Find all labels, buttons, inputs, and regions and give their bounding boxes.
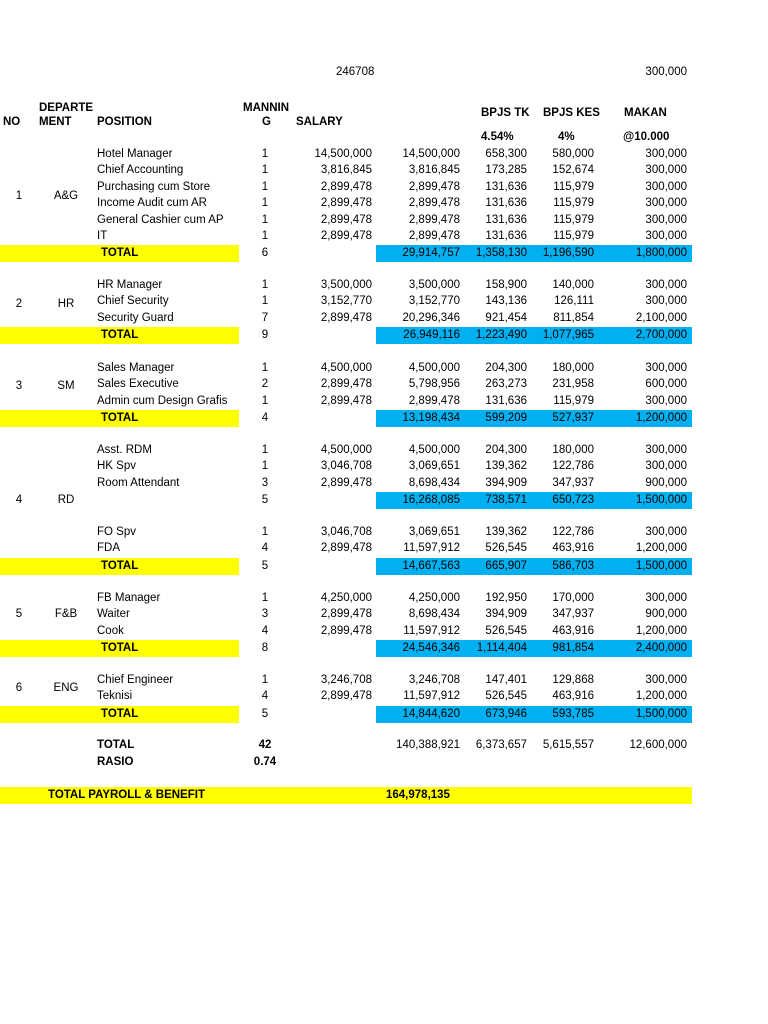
bpjs-kes-cell: 122,786 xyxy=(552,526,594,538)
bpjs-kes-cell: 463,916 xyxy=(552,542,594,555)
top-makan-value: 300,000 xyxy=(645,66,687,78)
amount-cell: 8,698,434 xyxy=(408,476,460,489)
makan-cell: 900,000 xyxy=(645,608,687,621)
total-bpjs-kes: 593,785 xyxy=(552,707,594,720)
makan-cell: 300,000 xyxy=(645,394,687,407)
bpjs-tk-cell: 158,900 xyxy=(485,279,527,291)
position-cell: FO Spv xyxy=(97,526,136,538)
salary-cell: 2,899,478 xyxy=(320,476,372,489)
manning-cell: 1 xyxy=(261,230,269,242)
position-cell: General Cashier cum AP xyxy=(97,213,224,226)
manning-cell: 3 xyxy=(261,476,269,489)
makan-cell: 300,000 xyxy=(645,674,687,686)
position-cell: Room Attendant xyxy=(97,476,180,489)
total-manning: 5 xyxy=(261,559,269,572)
total-amount: 14,667,563 xyxy=(402,559,460,572)
salary-cell: 2,899,478 xyxy=(320,213,372,226)
amount-cell: 11,597,912 xyxy=(403,624,460,637)
total-bpjs-kes: 650,723 xyxy=(552,494,594,507)
total-bpjs-tk: 1,358,130 xyxy=(475,247,527,260)
makan-cell: 300,000 xyxy=(645,230,687,242)
department-name: HR xyxy=(57,298,75,310)
position-cell: Cook xyxy=(97,624,124,637)
manning-cell: 1 xyxy=(261,164,269,177)
header-makan-rate: @10.000 xyxy=(623,131,670,143)
position-cell: IT xyxy=(97,230,108,242)
total-makan: 2,400,000 xyxy=(635,642,687,655)
salary-cell: 2,899,478 xyxy=(320,624,372,637)
total-label: TOTAL xyxy=(101,707,139,720)
manning-cell: 1 xyxy=(261,213,269,226)
manning-cell: 1 xyxy=(261,394,269,407)
salary-cell: 2,899,478 xyxy=(320,394,372,407)
bpjs-tk-cell: 131,636 xyxy=(485,230,527,242)
amount-cell: 11,597,912 xyxy=(403,690,460,703)
department-number: 6 xyxy=(15,682,23,694)
makan-cell: 300,000 xyxy=(645,592,687,604)
total-label: TOTAL xyxy=(101,412,139,425)
header-bpjs-tk: BPJS TK xyxy=(481,107,530,119)
bpjs-kes-cell: 347,937 xyxy=(552,476,594,489)
makan-cell: 300,000 xyxy=(645,164,687,177)
bpjs-kes-cell: 115,979 xyxy=(553,394,594,407)
position-cell: Teknisi xyxy=(97,690,133,703)
department-name: RD xyxy=(57,494,75,506)
bpjs-kes-cell: 180,000 xyxy=(552,362,594,374)
manning-cell: 1 xyxy=(261,362,269,374)
makan-cell: 1,200,000 xyxy=(635,624,687,637)
bpjs-kes-cell: 580,000 xyxy=(552,148,594,160)
position-cell: Sales Executive xyxy=(97,378,179,391)
salary-cell: 3,152,770 xyxy=(320,295,372,308)
bpjs-kes-cell: 463,916 xyxy=(552,690,594,703)
bpjs-tk-cell: 139,362 xyxy=(485,526,527,538)
manning-cell: 1 xyxy=(261,674,269,686)
amount-cell: 3,069,651 xyxy=(408,460,460,473)
total-manning: 5 xyxy=(261,494,269,507)
makan-cell: 300,000 xyxy=(645,213,687,226)
manning-cell: 4 xyxy=(261,624,269,637)
total-manning: 5 xyxy=(261,707,269,720)
amount-cell: 2,899,478 xyxy=(408,213,460,226)
bpjs-tk-cell: 192,950 xyxy=(485,592,527,604)
total-bpjs-kes: 981,854 xyxy=(552,642,594,655)
salary-cell: 4,250,000 xyxy=(320,592,372,604)
total-label: TOTAL xyxy=(101,642,139,655)
amount-cell: 3,069,651 xyxy=(408,526,460,538)
bpjs-kes-cell: 115,979 xyxy=(553,180,594,193)
bpjs-tk-cell: 526,545 xyxy=(485,542,527,555)
grand-total-makan: 12,600,000 xyxy=(629,739,687,751)
manning-cell: 1 xyxy=(261,180,269,193)
amount-cell: 3,152,770 xyxy=(408,295,460,308)
position-cell: HK Spv xyxy=(97,460,136,473)
salary-cell: 14,500,000 xyxy=(314,148,372,160)
grand-total-bpjs-kes: 5,615,557 xyxy=(542,739,594,751)
bpjs-tk-cell: 131,636 xyxy=(485,394,527,407)
bpjs-kes-cell: 126,111 xyxy=(554,295,594,308)
bpjs-kes-cell: 170,000 xyxy=(552,592,594,604)
grand-total-bpjs-tk: 6,373,657 xyxy=(475,739,527,751)
bpjs-tk-cell: 263,273 xyxy=(485,378,527,391)
manning-cell: 1 xyxy=(261,295,269,308)
department-number: 2 xyxy=(15,298,23,310)
bpjs-kes-cell: 122,786 xyxy=(552,460,594,473)
bpjs-tk-cell: 204,300 xyxy=(485,362,527,374)
total-bpjs-tk: 673,946 xyxy=(485,707,527,720)
makan-cell: 300,000 xyxy=(645,295,687,308)
bpjs-tk-cell: 526,545 xyxy=(485,624,527,637)
makan-cell: 600,000 xyxy=(645,378,687,391)
total-manning: 9 xyxy=(261,329,269,342)
manning-cell: 1 xyxy=(261,444,269,456)
header-bpjs-kes-rate: 4% xyxy=(558,131,575,143)
header-bpjs-tk-rate: 4.54% xyxy=(481,131,514,143)
header-manning-1: MANNIN xyxy=(243,102,289,114)
manning-cell: 1 xyxy=(261,279,269,291)
amount-cell: 20,296,346 xyxy=(402,311,460,324)
manning-cell: 4 xyxy=(261,542,269,555)
rasio-label: RASIO xyxy=(97,756,134,768)
total-bpjs-kes: 1,077,965 xyxy=(542,329,594,342)
total-makan: 1,500,000 xyxy=(635,494,687,507)
bpjs-kes-cell: 180,000 xyxy=(552,444,594,456)
total-amount: 26,949,116 xyxy=(403,329,460,342)
makan-cell: 900,000 xyxy=(645,476,687,489)
total-bpjs-kes: 586,703 xyxy=(552,559,594,572)
total-manning: 6 xyxy=(261,247,269,260)
position-cell: Purchasing cum Store xyxy=(97,180,211,193)
position-cell: Waiter xyxy=(97,608,130,621)
department-number: 1 xyxy=(15,190,23,202)
bpjs-tk-cell: 143,136 xyxy=(485,295,527,308)
makan-cell: 300,000 xyxy=(645,279,687,291)
amount-cell: 4,250,000 xyxy=(408,592,460,604)
total-bpjs-tk: 599,209 xyxy=(485,412,527,425)
total-makan: 1,200,000 xyxy=(635,412,687,425)
grand-total-amount: 140,388,921 xyxy=(396,739,460,751)
department-number: 3 xyxy=(15,380,23,392)
total-label: TOTAL xyxy=(101,247,139,260)
total-bpjs-tk: 1,114,404 xyxy=(476,642,527,655)
makan-cell: 300,000 xyxy=(645,526,687,538)
makan-cell: 300,000 xyxy=(645,148,687,160)
position-cell: HR Manager xyxy=(97,279,163,291)
amount-cell: 3,500,000 xyxy=(408,279,460,291)
grand-total-manning: 42 xyxy=(258,739,272,751)
salary-cell: 2,899,478 xyxy=(320,690,372,703)
department-name: A&G xyxy=(53,190,79,202)
position-cell: Security Guard xyxy=(97,311,174,324)
bpjs-tk-cell: 526,545 xyxy=(485,690,527,703)
bpjs-tk-cell: 131,636 xyxy=(485,213,527,226)
salary-cell: 2,899,478 xyxy=(320,230,372,242)
manning-cell: 1 xyxy=(261,460,269,473)
amount-cell: 3,246,708 xyxy=(408,674,460,686)
total-amount: 14,844,620 xyxy=(402,707,460,720)
amount-cell: 2,899,478 xyxy=(408,394,460,407)
salary-cell: 2,899,478 xyxy=(320,180,372,193)
amount-cell: 2,899,478 xyxy=(408,180,460,193)
total-bpjs-tk: 738,571 xyxy=(485,494,527,507)
makan-cell: 1,200,000 xyxy=(635,690,687,703)
bpjs-kes-cell: 115,979 xyxy=(553,230,594,242)
position-cell: Income Audit cum AR xyxy=(97,197,207,210)
bpjs-tk-cell: 173,285 xyxy=(485,164,527,177)
bpjs-tk-cell: 394,909 xyxy=(485,608,527,621)
bpjs-kes-cell: 152,674 xyxy=(552,164,594,177)
position-cell: Hotel Manager xyxy=(97,148,173,160)
position-cell: Asst. RDM xyxy=(97,444,152,456)
position-cell: Chief Accounting xyxy=(97,164,184,177)
salary-cell: 3,046,708 xyxy=(320,460,372,473)
bpjs-tk-cell: 131,636 xyxy=(485,180,527,193)
position-cell: Admin cum Design Grafis xyxy=(97,394,228,407)
total-amount: 24,546,346 xyxy=(402,642,460,655)
makan-cell: 1,200,000 xyxy=(635,542,687,555)
salary-cell: 2,899,478 xyxy=(320,311,372,324)
header-salary: SALARY xyxy=(296,116,343,128)
total-bpjs-kes: 527,937 xyxy=(552,412,594,425)
manning-cell: 7 xyxy=(261,311,269,324)
bpjs-tk-cell: 658,300 xyxy=(485,148,527,160)
total-makan: 1,500,000 xyxy=(635,559,687,572)
payroll-label: TOTAL PAYROLL & BENEFIT xyxy=(48,789,205,801)
bpjs-tk-cell: 204,300 xyxy=(485,444,527,456)
amount-cell: 8,698,434 xyxy=(408,608,460,621)
header-bpjs-kes: BPJS KES xyxy=(543,107,600,119)
top-code: 246708 xyxy=(336,66,375,78)
bpjs-kes-cell: 129,868 xyxy=(552,674,594,686)
bpjs-tk-cell: 131,636 xyxy=(485,197,527,210)
salary-cell: 2,899,478 xyxy=(320,197,372,210)
bpjs-tk-cell: 394,909 xyxy=(485,476,527,489)
department-number: 4 xyxy=(15,494,23,506)
position-cell: FDA xyxy=(97,542,120,555)
department-name: F&B xyxy=(54,608,78,620)
total-manning: 4 xyxy=(261,412,269,425)
total-bpjs-tk: 665,907 xyxy=(485,559,527,572)
amount-cell: 2,899,478 xyxy=(408,230,460,242)
manning-cell: 1 xyxy=(261,592,269,604)
total-label: TOTAL xyxy=(101,329,139,342)
makan-cell: 300,000 xyxy=(645,197,687,210)
makan-cell: 300,000 xyxy=(645,180,687,193)
header-manning-2: G xyxy=(262,116,271,128)
bpjs-kes-cell: 811,854 xyxy=(553,311,594,324)
bpjs-kes-cell: 140,000 xyxy=(552,279,594,291)
amount-cell: 14,500,000 xyxy=(402,148,460,160)
total-amount: 13,198,434 xyxy=(402,412,460,425)
header-position: POSITION xyxy=(97,116,152,128)
header-department-2: MENT xyxy=(39,116,72,128)
bpjs-tk-cell: 921,454 xyxy=(485,311,527,324)
header-makan: MAKAN xyxy=(624,107,667,119)
bpjs-kes-cell: 115,979 xyxy=(553,197,594,210)
total-makan: 1,500,000 xyxy=(635,707,687,720)
salary-cell: 2,899,478 xyxy=(320,378,372,391)
amount-cell: 4,500,000 xyxy=(408,362,460,374)
total-amount: 29,914,757 xyxy=(402,247,460,260)
makan-cell: 300,000 xyxy=(645,460,687,473)
position-cell: Chief Engineer xyxy=(97,674,174,686)
department-name: ENG xyxy=(53,682,79,694)
total-makan: 1,800,000 xyxy=(635,247,687,260)
manning-cell: 1 xyxy=(261,197,269,210)
bpjs-tk-cell: 139,362 xyxy=(485,460,527,473)
rasio-value: 0.74 xyxy=(253,756,277,768)
bpjs-kes-cell: 115,979 xyxy=(553,213,594,226)
department-name: SM xyxy=(57,380,75,392)
position-cell: Sales Manager xyxy=(97,362,175,374)
bpjs-kes-cell: 347,937 xyxy=(552,608,594,621)
total-makan: 2,700,000 xyxy=(635,329,687,342)
salary-cell: 2,899,478 xyxy=(320,608,372,621)
bpjs-kes-cell: 231,958 xyxy=(552,378,594,391)
salary-cell: 3,816,845 xyxy=(320,164,372,177)
salary-cell: 4,500,000 xyxy=(320,444,372,456)
amount-cell: 3,816,845 xyxy=(408,164,460,177)
bpjs-kes-cell: 463,916 xyxy=(552,624,594,637)
department-number: 5 xyxy=(15,608,23,620)
salary-cell: 3,500,000 xyxy=(320,279,372,291)
total-amount: 16,268,085 xyxy=(402,494,460,507)
manning-cell: 1 xyxy=(261,526,269,538)
manning-cell: 2 xyxy=(261,378,269,391)
makan-cell: 300,000 xyxy=(645,362,687,374)
amount-cell: 4,500,000 xyxy=(408,444,460,456)
position-cell: Chief Security xyxy=(97,295,169,308)
total-manning: 8 xyxy=(261,642,269,655)
header-no: NO xyxy=(3,116,21,128)
grand-total-label: TOTAL xyxy=(97,739,135,751)
manning-cell: 1 xyxy=(261,148,269,160)
amount-cell: 11,597,912 xyxy=(403,542,460,555)
total-bpjs-tk: 1,223,490 xyxy=(475,329,527,342)
manning-cell: 4 xyxy=(261,690,269,703)
makan-cell: 300,000 xyxy=(645,444,687,456)
header-department-1: DEPARTE xyxy=(39,102,94,114)
makan-cell: 2,100,000 xyxy=(635,311,687,324)
salary-cell: 4,500,000 xyxy=(320,362,372,374)
salary-cell: 3,246,708 xyxy=(320,674,372,686)
position-cell: FB Manager xyxy=(97,592,161,604)
amount-cell: 2,899,478 xyxy=(408,197,460,210)
salary-cell: 2,899,478 xyxy=(320,542,372,555)
manning-cell: 3 xyxy=(261,608,269,621)
total-bpjs-kes: 1,196,590 xyxy=(542,247,594,260)
amount-cell: 5,798,956 xyxy=(408,378,460,391)
total-label: TOTAL xyxy=(101,559,139,572)
payroll-value: 164,978,135 xyxy=(386,789,450,801)
salary-cell: 3,046,708 xyxy=(320,526,372,538)
bpjs-tk-cell: 147,401 xyxy=(485,674,527,686)
